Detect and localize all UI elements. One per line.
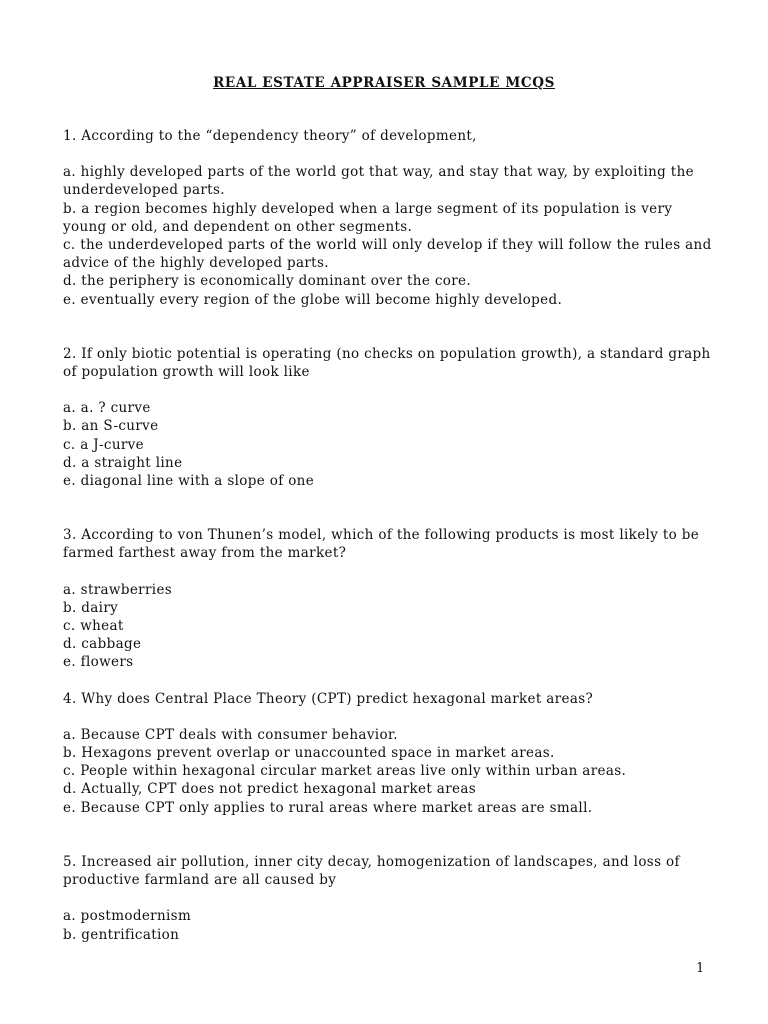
option-list xyxy=(63,163,713,309)
option-b: b. an S-curve xyxy=(63,418,159,435)
option-c: c. the underdeveloped parts of the world will only develop if they will follow the rules and advice of the highly developed parts. xyxy=(63,237,712,272)
option-c: c. a J-curve xyxy=(63,436,144,453)
option-d: d. a straight line xyxy=(63,454,183,471)
option-c: c. wheat xyxy=(63,618,124,635)
question-text: 2. If only biotic potential is operating (no checks on population growth), a standard graph of population growth will look like xyxy=(63,345,711,381)
option-list xyxy=(63,726,713,817)
option-a: a. a. ? curve xyxy=(63,400,151,417)
question-1 xyxy=(63,127,713,309)
option-b: b. dairy xyxy=(63,599,119,616)
option-e: e. diagonal line with a slope of one xyxy=(63,473,315,490)
question-3 xyxy=(63,526,713,671)
option-b: b. gentrification xyxy=(63,926,180,943)
question-text: 5. Increased air pollution, inner city decay, homogenization of landscapes, and loss of productive farmland are all caused by xyxy=(63,853,680,889)
question-text: 1. According to the “dependency theory” of development, xyxy=(63,128,477,144)
option-a: a. postmodernism xyxy=(63,908,192,925)
page-number: 1 xyxy=(696,961,705,976)
document-title: REAL ESTATE APPRAISER SAMPLE MCQS xyxy=(213,75,555,91)
question-4 xyxy=(63,690,713,817)
option-d: d. the periphery is economically dominant over the core. xyxy=(63,273,471,290)
option-d: d. Actually, CPT does not predict hexagonal market areas xyxy=(63,781,477,798)
option-a: a. strawberries xyxy=(63,581,173,598)
option-a: a. highly developed parts of the world got that way, and stay that way, by exploiting the underdeveloped parts. xyxy=(63,164,694,199)
option-list xyxy=(63,399,713,490)
option-list xyxy=(63,907,713,943)
question-text: 3. According to von Thunen’s model, which of the following products is most likely to be farmed farthest away from the market? xyxy=(63,527,700,562)
option-e: e. flowers xyxy=(63,654,134,671)
option-c: c. People within hexagonal circular market areas live only within urban areas. xyxy=(63,763,627,780)
question-5 xyxy=(63,853,713,944)
question-list xyxy=(63,127,713,962)
option-list xyxy=(63,581,713,672)
option-a: a. Because CPT deals with consumer behavior. xyxy=(63,726,398,743)
option-d: d. cabbage xyxy=(63,636,142,653)
question-2 xyxy=(63,345,713,490)
question-text: 4. Why does Central Place Theory (CPT) predict hexagonal market areas? xyxy=(63,690,594,707)
option-b: b. a region becomes highly developed when a large segment of its population is very young or old, and dependent on other segments. xyxy=(63,200,673,235)
option-e: e. Because CPT only applies to rural areas where market areas are small. xyxy=(63,799,593,816)
option-b: b. Hexagons prevent overlap or unaccounted space in market areas. xyxy=(63,745,555,762)
option-e: e. eventually every region of the globe will become highly developed. xyxy=(63,291,563,308)
